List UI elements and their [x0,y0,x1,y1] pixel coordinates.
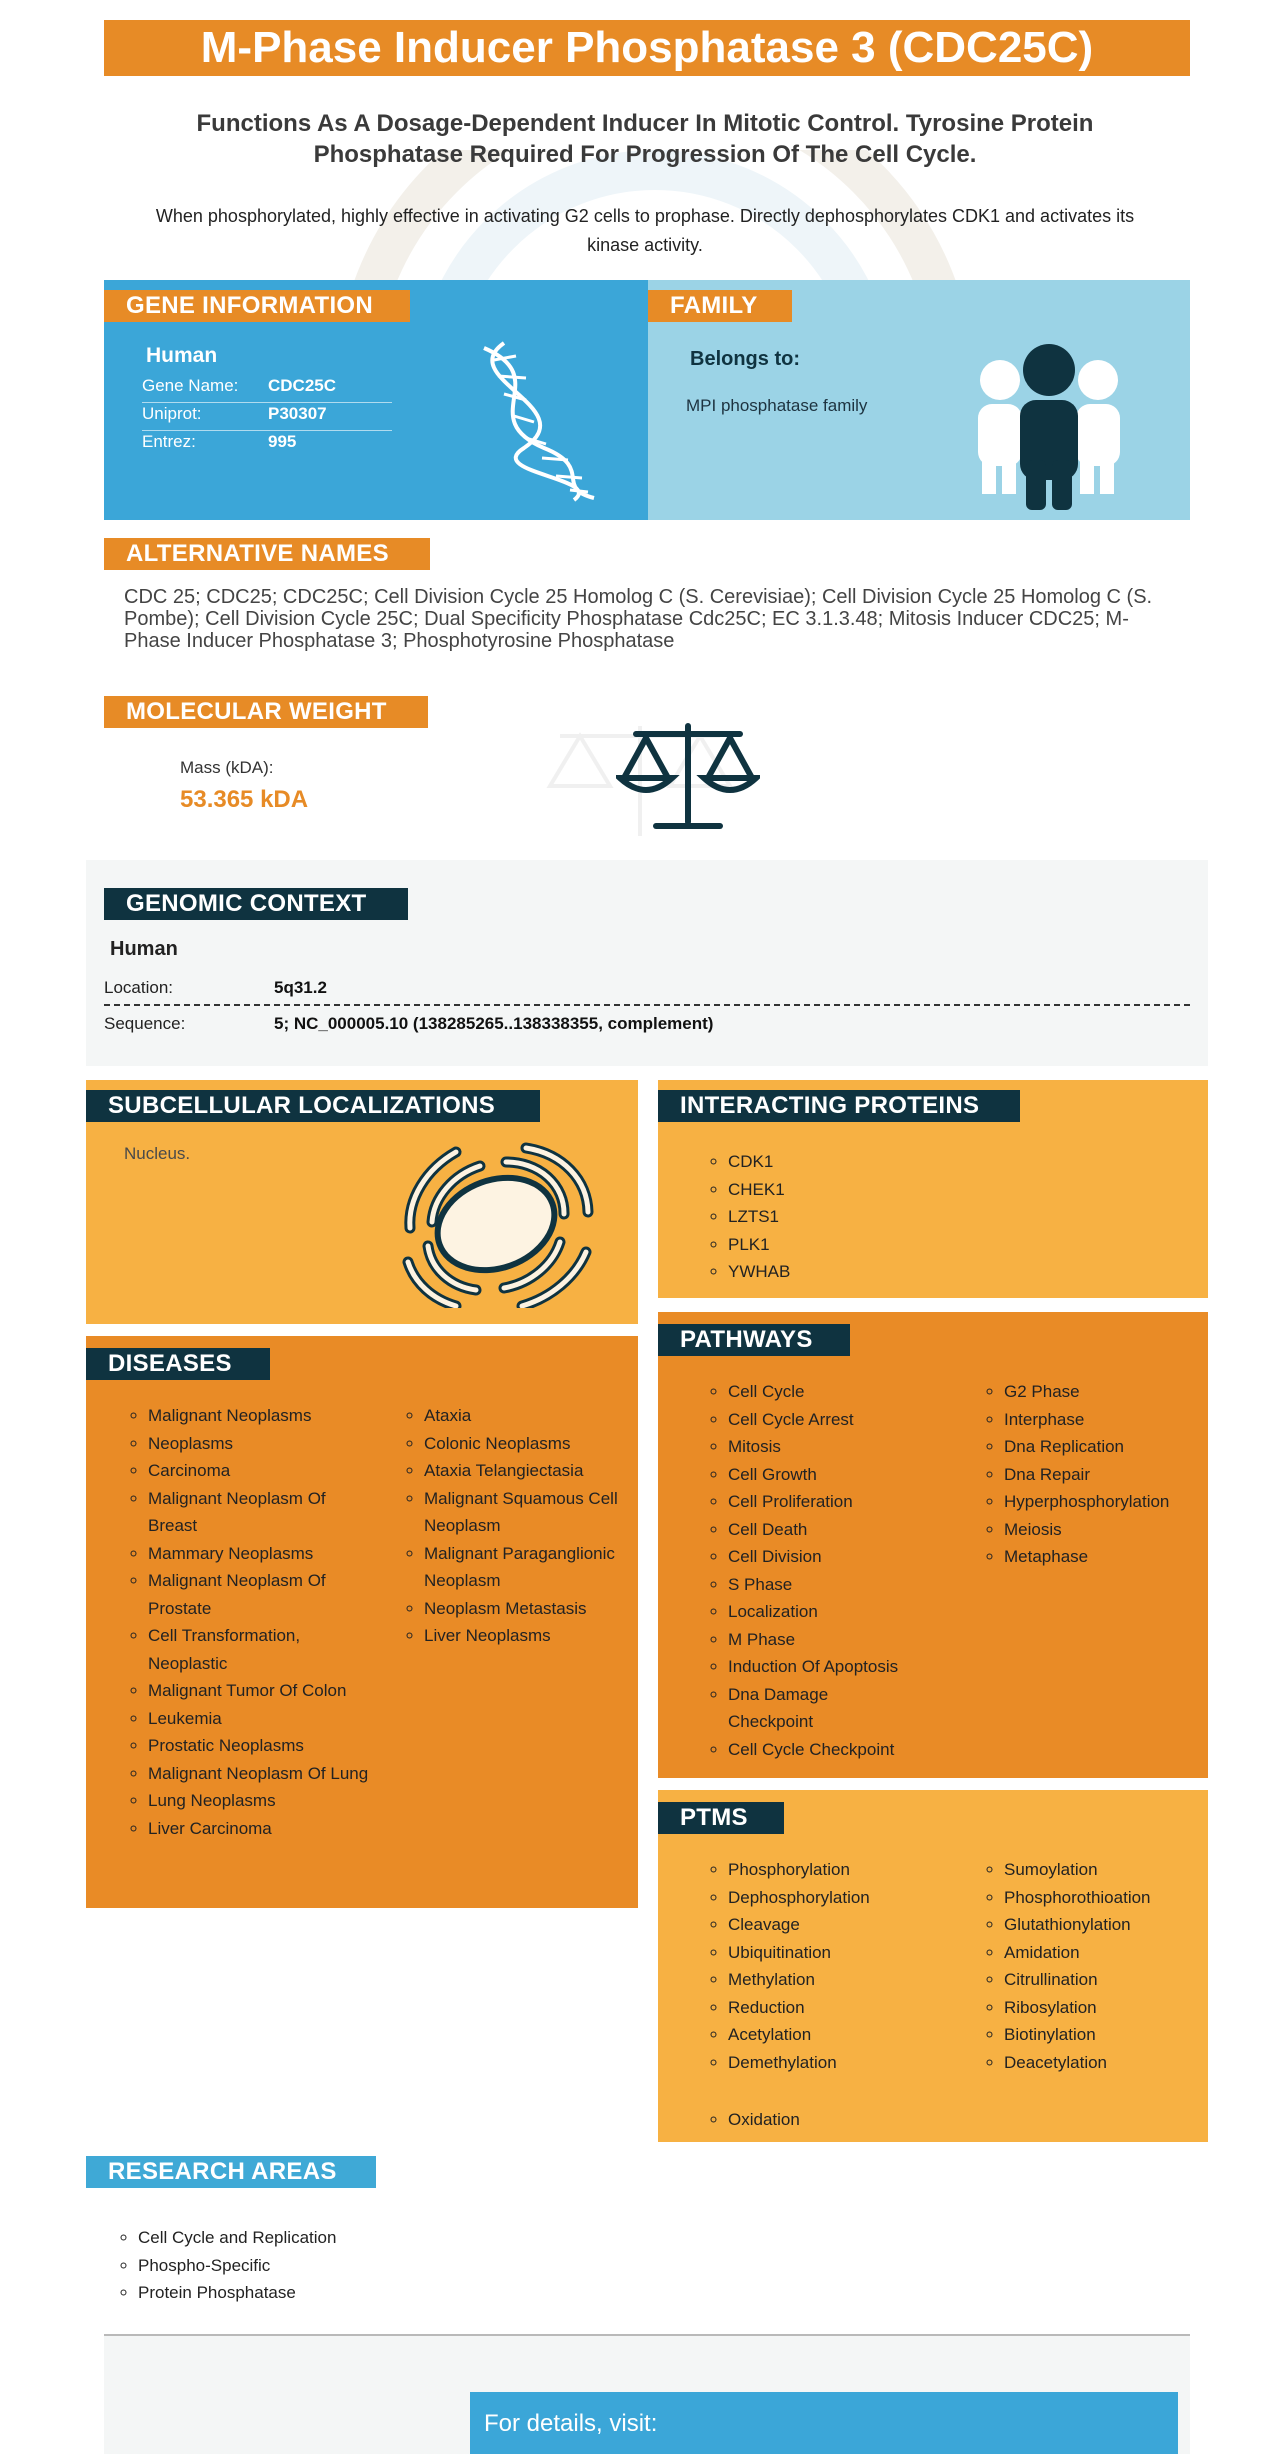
ptms-panel [658,1790,1208,2142]
mass-label: Mass (kDA): [180,758,274,777]
gene-information-heading: GENE INFORMATION [104,290,410,322]
list-item: ◦ Dephosphorylation [728,1884,968,1912]
list-item: ◦ M Phase [728,1626,938,1654]
nucleus-icon [396,1142,600,1308]
list-item: ◦ Sumoylation [1004,1856,1224,1884]
list-item: ◦ Oxidation [728,2106,968,2134]
list-item: ◦ Phosphorylation [728,1856,968,1884]
list-item: ◦ Cell Cycle [728,1378,938,1406]
uniprot-label: Uniprot: [142,404,202,423]
sequence-value: 5; NC_000005.10 (138285265..138338355, complement) [274,1014,714,1033]
list-item: ◦ Dna Damage Checkpoint [728,1681,848,1736]
molecular-weight-heading: MOLECULAR WEIGHT [104,696,428,728]
list-item: ◦ G2 Phase [1004,1378,1224,1406]
list-item: ◦ Prostatic Neoplasms [148,1732,376,1760]
list-item: ◦ Citrullination [1004,1966,1224,1994]
details-box [470,2392,1178,2454]
list-item: ◦ Malignant Squamous Cell Neoplasm [424,1485,634,1540]
list-item: ◦ Dna Repair [1004,1461,1224,1489]
entrez-label: Entrez: [142,432,196,451]
list-item: ◦ YWHAB [728,1258,790,1286]
divider [142,430,392,431]
pathways-list-col2 [976,1378,1224,1571]
list-item: ◦ Malignant Neoplasm Of Lung [148,1760,376,1788]
list-item: ◦ Cell Cycle Checkpoint [728,1736,938,1764]
list-item: ◦ Cell Division [728,1543,938,1571]
genomic-context-heading: GENOMIC CONTEXT [104,888,408,920]
list-item: ◦ Methylation [728,1966,968,1994]
list-item: ◦ Phosphorothioation [1004,1884,1224,1912]
list-item: ◦ Protein Phosphatase [138,2279,538,2307]
list-item: ◦ Deacetylation [1004,2049,1224,2077]
belongs-to-label: Belongs to: [690,348,800,370]
list-item: ◦ Mammary Neoplasms [148,1540,376,1568]
list-item: ◦ Amidation [1004,1939,1224,1967]
divider [142,402,392,403]
list-item: ◦ Ataxia Telangiectasia [424,1457,634,1485]
research-areas-list [110,2224,538,2307]
subcellular-panel [86,1080,638,1324]
diseases-panel [86,1336,638,1908]
list-item: ◦ Cell Transformation, Neoplastic [148,1622,376,1677]
list-item: ◦ Lung Neoplasms [148,1787,376,1815]
list-item: ◦ Malignant Paraganglionic Neoplasm [424,1540,634,1595]
pathways-list-col1 [700,1378,938,1763]
list-item: ◦ CHEK1 [728,1176,790,1204]
scale-icon [616,722,760,838]
list-item: ◦ Metaphase [1004,1543,1224,1571]
genomic-organism: Human [110,938,178,960]
family-heading: FAMILY [648,290,792,322]
list-item: ◦ S Phase [728,1571,938,1599]
list-item: ◦ Phospho-Specific [138,2252,538,2280]
list-item: ◦ Dna Replication [1004,1433,1224,1461]
mass-value: 53.365 kDA [180,786,309,813]
list-item: ◦ Acetylation [728,2021,968,2049]
gene-name-row [142,376,392,400]
list-item: ◦ Malignant Neoplasm Of Breast [148,1485,376,1540]
uniprot-value: P30307 [268,404,327,423]
location-value: 5q31.2 [274,978,327,997]
people-icon [970,340,1128,512]
list-item: ◦ Induction Of Apoptosis [728,1653,938,1681]
subcellular-value: Nucleus. [124,1144,191,1163]
ptms-list-col2 [976,1856,1224,2076]
gene-organism: Human [146,344,218,367]
subcellular-heading: SUBCELLULAR LOCALIZATIONS [86,1090,540,1122]
list-item: ◦ Mitosis [728,1433,938,1461]
ptms-heading: PTMS [658,1802,784,1834]
entrez-row [142,432,392,456]
sequence-label: Sequence: [104,1014,186,1033]
interacting-proteins-heading: INTERACTING PROTEINS [658,1090,1020,1122]
gene-name-label: Gene Name: [142,376,239,395]
diseases-list-col1 [120,1402,376,1842]
list-item: ◦ Malignant Tumor Of Colon [148,1677,376,1705]
list-item: ◦ PLK1 [728,1231,790,1259]
diseases-list-col2 [396,1402,634,1650]
list-item: ◦ Hyperphosphorylation [1004,1488,1224,1516]
list-item: ◦ Malignant Neoplasms [148,1402,376,1430]
list-item: ◦ Cell Growth [728,1461,938,1489]
gene-name-value: CDC25C [268,376,337,395]
list-item: ◦ Liver Carcinoma [148,1815,376,1843]
interacting-proteins-list [700,1148,790,1286]
ptms-list-col1 [700,1856,968,2076]
list-item: ◦ Liver Neoplasms [424,1622,634,1650]
list-item: ◦ Reduction [728,1994,968,2022]
genomic-divider [104,1004,1190,1006]
list-item: ◦ Colonic Neoplasms [424,1430,634,1458]
list-item: ◦ Leukemia [148,1705,376,1733]
list-item: ◦ CDK1 [728,1148,790,1176]
list-item: ◦ Carcinoma [148,1457,376,1485]
list-item: ◦ Glutathionylation [1004,1911,1224,1939]
family-panel [648,280,1190,520]
alternative-names-text: CDC 25; CDC25; CDC25C; Cell Division Cycle 25 Homolog C (S. Cerevisiae); Cell Division Cycle 25 Homolog C (S. Pombe); Cell Division Cycle 25C; Dual Specificity Phosphatase Cdc25C; EC 3.1.3.48; Mitosis Inducer CDC25; M-Phase Inducer Phosphatase 3; Phosphotyrosine Phosphatase [124,586,1153,652]
list-item: ◦ Cell Cycle and Replication [138,2224,538,2252]
page-subtitle: Functions As A Dosage-Dependent Inducer In Mitotic Control. Tyrosine Protein Phosphatase Required For Progression Of The Cell Cycle. [196,110,1094,168]
entrez-value: 995 [268,432,297,451]
list-item: ◦ Interphase [1004,1406,1224,1434]
page-description: When phosphorylated, highly effective in activating G2 cells to prophase. Directly dephosphorylates CDK1 and activates its kinase activity. [155,206,1135,255]
diseases-heading: DISEASES [86,1348,270,1380]
ptms-list-extra [700,2106,968,2134]
pathways-heading: PATHWAYS [658,1324,850,1356]
family-value: MPI phosphatase family [686,396,868,415]
pathways-panel [658,1312,1208,1778]
list-item: ◦ Neoplasm Metastasis [424,1595,634,1623]
list-item: ◦ Cell Death [728,1516,938,1544]
dna-icon [464,338,614,502]
details-label: For details, visit: [484,2410,658,2437]
list-item: ◦ LZTS1 [728,1203,790,1231]
list-item: ◦ Ribosylation [1004,1994,1224,2022]
uniprot-row [142,404,392,428]
interacting-proteins-panel [658,1080,1208,1298]
list-item: ◦ Neoplasms [148,1430,376,1458]
gene-information-panel [104,280,648,520]
list-item: ◦ Ubiquitination [728,1939,968,1967]
list-item: ◦ Localization [728,1598,938,1626]
list-item: ◦ Meiosis [1004,1516,1224,1544]
list-item: ◦ Malignant Neoplasm Of Prostate [148,1567,376,1622]
list-item: ◦ Ataxia [424,1402,634,1430]
research-areas-heading: RESEARCH AREAS [86,2156,376,2188]
list-item: ◦ Demethylation [728,2049,968,2077]
alternative-names-heading: ALTERNATIVE NAMES [104,538,430,570]
page-title: M-Phase Inducer Phosphatase 3 (CDC25C) [104,20,1190,76]
list-item: ◦ Cell Proliferation [728,1488,938,1516]
list-item: ◦ Biotinylation [1004,2021,1224,2049]
list-item: ◦ Cell Cycle Arrest [728,1406,938,1434]
location-label: Location: [104,978,173,997]
list-item: ◦ Cleavage [728,1911,968,1939]
